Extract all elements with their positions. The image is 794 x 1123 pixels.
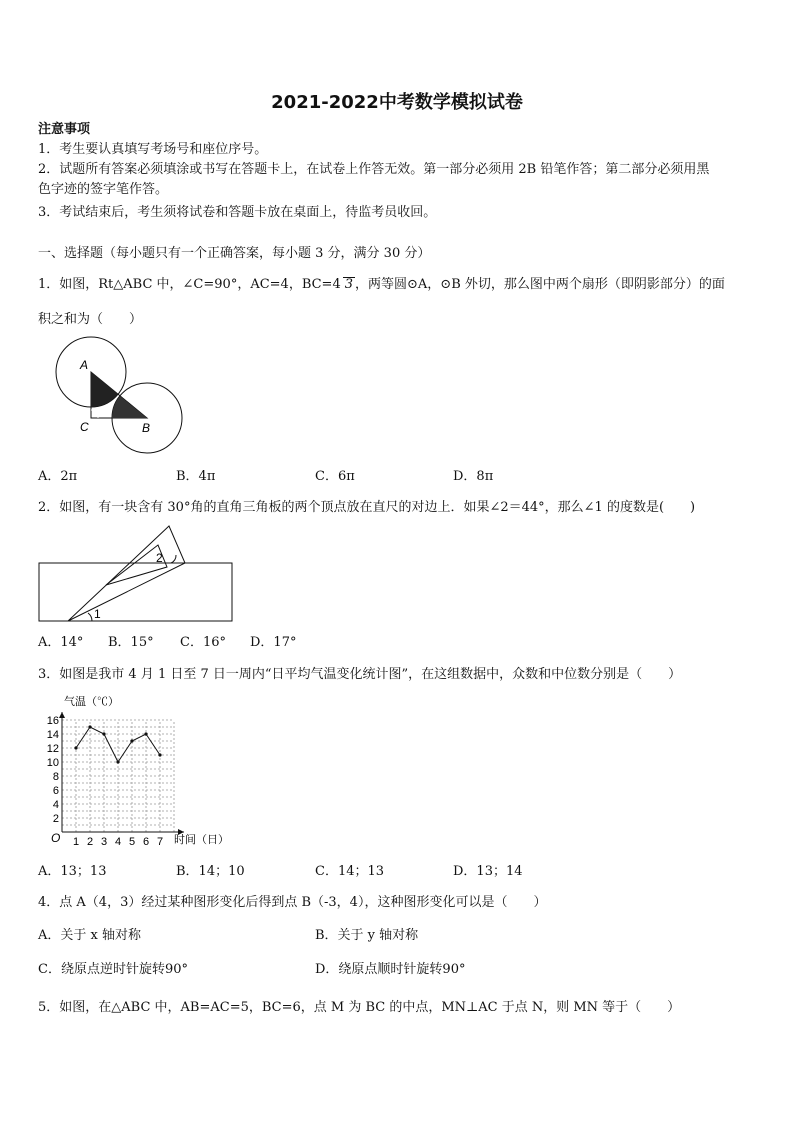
set-square-outer [68,526,185,621]
question-1-stem-part2: ，两等圆⊙A，⊙B 外切，那么图中两个扇形（即阴影部分）的面 [355,277,725,292]
question-1-stem [38,277,725,293]
option-b[interactable]: B．关于 y 轴对称 [315,928,419,943]
notice-item: 色字迹的签字笔作答。 [38,182,169,197]
option-b[interactable]: B．4π [176,469,216,484]
option-d[interactable]: D．绕原点顺时针旋转90° [315,962,466,977]
y-tick-label: 10 [46,757,59,769]
notice-item: 2．试题所有答案必须填涂或书写在答题卡上，在试卷上作答无效。第一部分必须用 2B 铅笔作答；第二部分必须用黑 [38,162,710,177]
option-c[interactable]: C．6π [315,469,355,484]
x-tick-label: 4 [114,836,122,848]
label-b: B [142,421,151,435]
option-a[interactable]: A．2π [38,469,78,484]
option-d[interactable]: D．8π [453,469,494,484]
option-b[interactable]: B．15° [108,635,154,650]
angle-2-label: 2 [156,551,163,565]
x-tick-label: 7 [156,836,164,848]
y-axis-arrow [59,712,65,718]
sqrt-radicand: 3 [344,277,354,292]
temperature-line [76,727,160,762]
option-a[interactable]: A．14° [38,635,84,650]
notice-heading: 注意事项 [38,122,91,137]
label-c: C [80,420,89,434]
data-point [88,725,91,728]
page-title: 2021-2022中考数学模拟试卷 [271,92,523,113]
x-tick-label: 6 [142,836,150,848]
question-1-stem-part1: 1．如图，Rt△ABC 中，∠C=90°，AC=4，BC=4 [38,277,341,292]
data-point [74,746,77,749]
sector-a-shaded [91,372,118,407]
y-axis-label: 气温（℃） [64,696,119,708]
origin-label: O [51,831,61,845]
question-4-stem: 4．点 A（4，3）经过某种图形变化后得到点 B（-3，4），这种图形变化可以是（ ） [38,895,547,910]
angle-1-label: 1 [94,607,101,621]
y-tick-label: 8 [52,771,59,783]
y-tick-label: 6 [52,785,59,797]
y-tick-label: 14 [46,729,59,741]
data-point [102,732,105,735]
option-b[interactable]: B．14；10 [176,864,245,879]
x-tick-label: 2 [86,836,94,848]
temperature-line-chart [40,690,230,850]
x-tick-label: 1 [72,836,80,848]
data-point [116,760,119,763]
option-a[interactable]: A．13；13 [38,864,107,879]
option-d[interactable]: D．13；14 [453,864,523,879]
y-tick-label: 12 [46,743,59,755]
question-2-figure [38,525,238,625]
question-1-figure [50,335,190,450]
question-1-stem-line2: 积之和为（ ） [38,312,143,327]
y-tick-label: 16 [46,715,59,727]
notice-item: 3．考试结束后，考生须将试卷和答题卡放在桌面上，待监考员收回。 [38,205,437,220]
option-c[interactable]: C．14；13 [315,864,385,879]
data-point [130,739,133,742]
question-3-stem: 3．如图是我市 4 月 1 日至 7 日一周内“日平均气温变化统计图”，在这组数据中，众数和中位数分别是（ ） [38,667,682,682]
option-c[interactable]: C．绕原点逆时针旋转90° [38,962,188,977]
notice-item: 1．考生要认真填写考场号和座位序号。 [38,142,268,157]
x-tick-label: 5 [128,836,136,848]
section-heading: 一、选择题（每小题只有一个正确答案，每小题 3 分，满分 30 分） [38,246,431,261]
option-a[interactable]: A．关于 x 轴对称 [38,928,141,943]
option-c[interactable]: C．16° [180,635,226,650]
ruler [39,563,232,621]
data-point [144,732,147,735]
question-2-stem: 2．如图，有一块含有 30°角的直角三角板的两个顶点放在直尺的对边上．如果∠2＝44°，那么∠1 的度数是( ) [38,500,696,515]
x-tick-label: 3 [100,836,108,848]
option-d[interactable]: D．17° [250,635,297,650]
label-a: A [80,358,89,372]
data-point [158,753,161,756]
y-tick-label: 4 [52,799,59,811]
x-axis-label: 时间（日） [174,834,229,846]
question-5-stem: 5．如图，在△ABC 中，AB=AC=5，BC=6，点 M 为 BC 的中点，MN⊥AC 于点 N，则 MN 等于（ ） [38,1000,681,1015]
y-tick-label: 2 [52,813,59,825]
